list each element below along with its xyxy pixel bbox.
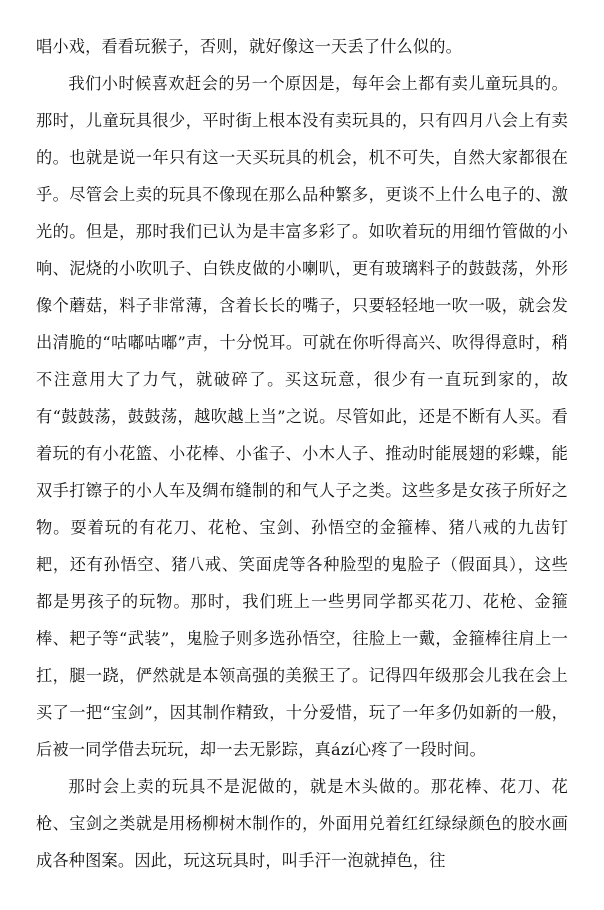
paragraph-2: 我们小时候喜欢赶会的另一个原因是，每年会上都有卖儿童玩具的。那时，儿童玩具很少，平时街上根本没有卖玩具的，只有四月八会上有卖的。也就是说一年只有这一天买玩具的机会，机不可失，自然大家都很在乎。尽管会上卖的玩具不像现在那么品种繁多，更谈不上什么电子的、激光的。但是，那时我们已认为是丰富多彩了。如吹着玩的用细竹管做的小响、泥烧的小吹叽子、白铁皮做的小喇叭，更有玻璃料子的鼓鼓荡，外形像个蘑菇，料子非常薄，含着长长的嘴子，只要轻轻地一吹一吸，就会发出清脆的“咕嘟咕嘟”声，十分悦耳。可就在你听得高兴、吹得得意时，稍不注意用大了力气，就破碎了。买这玩意，很少有一直玩到家的，故有“鼓鼓荡，鼓鼓荡，越吹越上当”之说。尽管如此，还是不断有人买。看着玩的有小花篮、小花棒、小雀子、小木人子、推动时能展翅的彩蝶，能双手打镲子的小人车及绸布缝制的和气人子之类。这些多是女孩子所好之物。耍着玩的有花刀、花枪、宝剑、孙悟空的金箍棒、猪八戒的九齿钉耙，还有孙悟空、猪八戒、笑面虎等各种脸型的鬼脸子（假面具），这些都是男孩子的玩物。那时，我们班上一些男同学都买花刀、花枪、金箍棒、耙子等“武装”，鬼脸子则多选孙悟空，往脸上一戴，金箍棒往肩上一扛，腿一跷，俨然就是本领高强的美猴王了。记得四年级那会儿我在会上买了一把“宝剑”，因其制作精致，十分爱惜，玩了一年多仍如新的一般，后被一同学借去玩玩，却一去无影踪，真ází心疼了一段时间。 <box>36 74 568 759</box>
paragraph-3: 那时会上卖的玩具不是泥做的，就是木头做的。那花棒、花刀、花枪、宝剑之类就是用杨柳树木制作的，外面用兑着红红绿绿颜色的胶水画成各种图案。因此，玩这玩具时，叫手汗一泡就掉色，往 <box>36 777 568 870</box>
page-body <box>36 28 568 879</box>
paragraph-1: 唱小戏，看看玩猴子，否则，就好像这一天丢了什么似的。 <box>36 37 463 56</box>
